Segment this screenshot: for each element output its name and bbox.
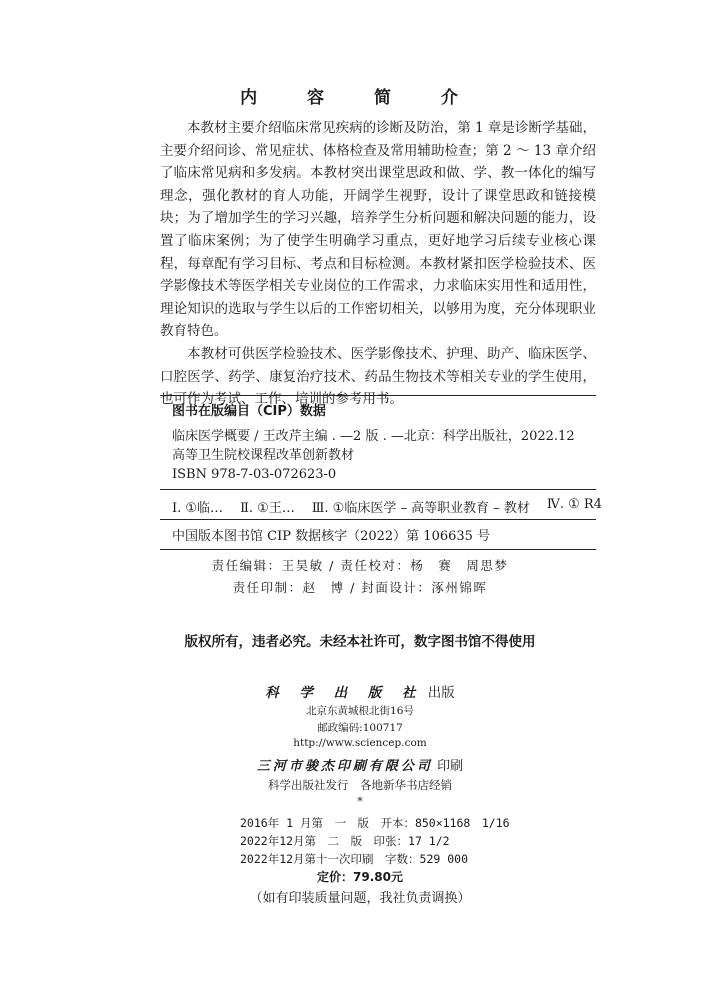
printer-suffix: 印刷	[437, 759, 464, 774]
publisher-suffix: 出版	[427, 685, 455, 701]
publisher-url: http://www.sciencep.com	[293, 737, 427, 749]
cip-classification	[172, 497, 602, 516]
summary-paragraph: 本教材主要介绍临床常见疾病的诊断及防治，第 1 章是诊断学基础，主要介绍问诊、常见症状、体格检查及常用辅助检查；第 2 ～ 13 章介绍了临床常见病和多发病。本教材突出课堂思政和做、学、教一体化的编写理念，强化教材的育人功能，开阔学生视野，设计了课堂思政和链接模块；为了增加学生的学习兴趣，培养学生分析问题和解决问题的能力，设置了临床案例；为了使学生明确学习重点，更好地学习后续专业核心课程，每章配有学习目标、考点和目标检测。本教材紧扣医学检验技术、医学影像技术等医学相关专业岗位的工作需求，力求临床实用性和适用性，理论知识的选取与学生以后的工作密切相关，以够用为度，充分体现职业教育特色。	[160, 120, 596, 340]
edition-line: 2016年 1 月第 一 版 开本：850×1168 1/16	[240, 816, 510, 830]
cip-class-item: Ⅳ. ① R4	[546, 497, 602, 512]
divider	[160, 489, 596, 490]
editors-line: 责任印制：赵 博 / 封面设计：涿州锦晖	[232, 580, 488, 595]
publisher-line	[0, 681, 720, 701]
copyright-notice: 版权所有，违者必究。未经本社许可，数字图书馆不得使用	[184, 634, 536, 650]
publisher-address: 北京东黄城根北街16号	[306, 705, 414, 717]
printer-name: 三河市骏杰印刷有限公司	[256, 759, 433, 774]
publisher-postcode: 邮政编码:100717	[317, 722, 403, 734]
editors-line: 责任编辑：王昊敏 / 责任校对：杨 赛 周思梦	[211, 558, 509, 573]
cip-title-line: 临床医学概要 / 王改芹主编 . —2 版 . —北京：科学出版社，2022.12	[172, 429, 575, 444]
page-title: 内 容 简 介	[240, 88, 480, 108]
summary-section	[160, 117, 596, 411]
divider	[160, 395, 596, 396]
cip-class-item: Ⅲ. ①临床医学 – 高等职业教育 – 教材	[311, 501, 530, 516]
cip-class-item: Ⅱ. ①王…	[240, 501, 295, 516]
printer-line	[0, 755, 720, 774]
cip-heading: 图书在版编目（CIP）数据	[172, 404, 326, 419]
cip-series-line: 高等卫生院校课程改革创新教材	[172, 448, 355, 463]
summary-paragraph: 本教材可供医学检验技术、医学影像技术、护理、助产、临床医学、口腔医学、药学、康复治疗技术、药品生物技术等相关专业的学生使用，也可作为考试、工作、培训的参考用书。	[160, 345, 596, 408]
divider	[160, 549, 596, 550]
divider	[160, 519, 596, 520]
cip-class-item: Ⅰ. ①临…	[172, 501, 224, 516]
quality-note: （如有印装质量问题，我社负责调换）	[249, 891, 471, 906]
distribution-line: 科学出版社发行 各地新华书店经销	[268, 778, 452, 792]
publisher-logo-text: 科 学 出 版 社	[265, 685, 424, 701]
price: 定价：79.80元	[317, 870, 403, 884]
cip-record-number: 中国版本图书馆 CIP 数据核字（2022）第 106635 号	[172, 529, 491, 544]
edition-line: 2022年12月第 二 版 印张：17 1/2	[240, 834, 450, 848]
cip-isbn: ISBN 978-7-03-072623-0	[172, 467, 337, 482]
separator-star: *	[357, 795, 363, 808]
edition-line: 2022年12月第十一次印刷 字数：529 000	[240, 852, 469, 866]
